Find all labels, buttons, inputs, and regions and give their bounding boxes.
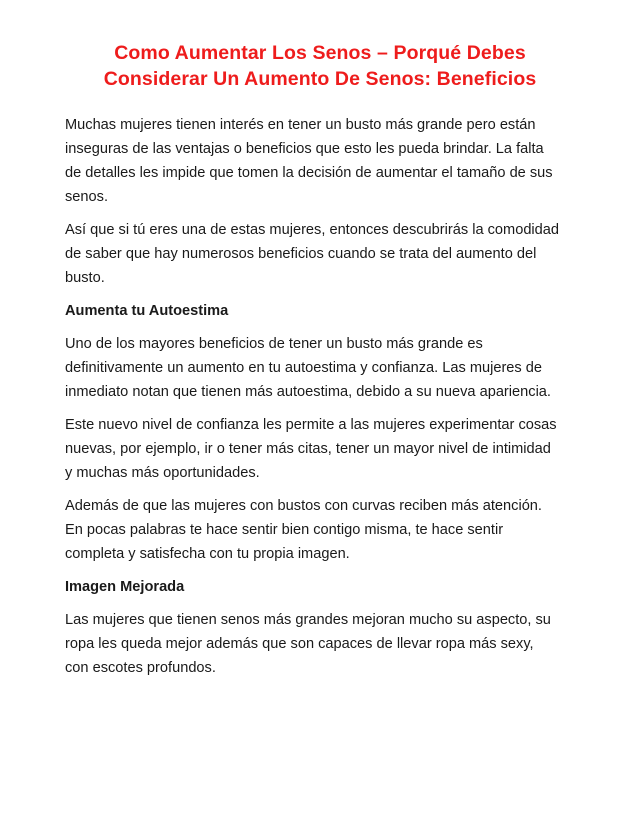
- text-line: ropa les queda mejor además que son capaces de llevar ropa más sexy,: [65, 636, 534, 652]
- text-line: busto.: [65, 270, 105, 286]
- paragraph-autoestima-1: [65, 332, 575, 404]
- text-line: de detalles les impide que tomen la decisión de aumentar el tamaño de sus: [65, 165, 553, 181]
- text-line: Así que si tú eres una de estas mujeres, entonces descubrirás la comodidad: [65, 222, 560, 238]
- paragraph-imagen-1: [65, 608, 575, 680]
- paragraph-intro: [65, 113, 575, 209]
- text-line: definitivamente un aumento en tu autoestima y confianza. Las mujeres de: [65, 360, 543, 376]
- paragraph-benefits-intro: [65, 218, 575, 290]
- text-line: senos.: [65, 189, 108, 205]
- paragraph-autoestima-3: [65, 494, 575, 566]
- text-line: y muchas más oportunidades.: [65, 465, 260, 481]
- text-line: Las mujeres que tienen senos más grandes mejoran mucho su aspecto, su: [65, 612, 551, 628]
- text-line: Uno de los mayores beneficios de tener un busto más grande es: [65, 336, 483, 352]
- text-line: con escotes profundos.: [65, 660, 216, 676]
- section-heading-imagen: Imagen Mejorada: [65, 579, 185, 595]
- text-line: completa y satisfecha con tu propia imagen.: [65, 546, 350, 562]
- text-line: Además de que las mujeres con bustos con curvas reciben más atención.: [65, 498, 542, 514]
- text-line: En pocas palabras te hace sentir bien contigo misma, te hace sentir: [65, 522, 504, 538]
- document-title: [65, 40, 575, 92]
- text-line: Muchas mujeres tienen interés en tener un busto más grande pero están: [65, 117, 536, 133]
- document-page: [65, 40, 575, 689]
- text-line: Este nuevo nivel de confianza les permite a las mujeres experimentar cosas: [65, 417, 557, 433]
- title-line: Como Aumentar Los Senos – Porqué Debes: [114, 42, 526, 64]
- section-heading-autoestima: Aumenta tu Autoestima: [65, 303, 229, 319]
- text-line: inseguras de las ventajas o beneficios que esto les pueda brindar. La falta: [65, 141, 544, 157]
- paragraph-autoestima-2: [65, 413, 575, 485]
- text-line: nuevas, por ejemplo, ir o tener más citas, tener un mayor nivel de intimidad: [65, 441, 551, 457]
- text-line: de saber que hay numerosos beneficios cuando se trata del aumento del: [65, 246, 537, 262]
- text-line: inmediato notan que tienen más autoestima, debido a su nueva apariencia.: [65, 384, 551, 400]
- title-line: Considerar Un Aumento De Senos: Beneficios: [103, 68, 537, 90]
